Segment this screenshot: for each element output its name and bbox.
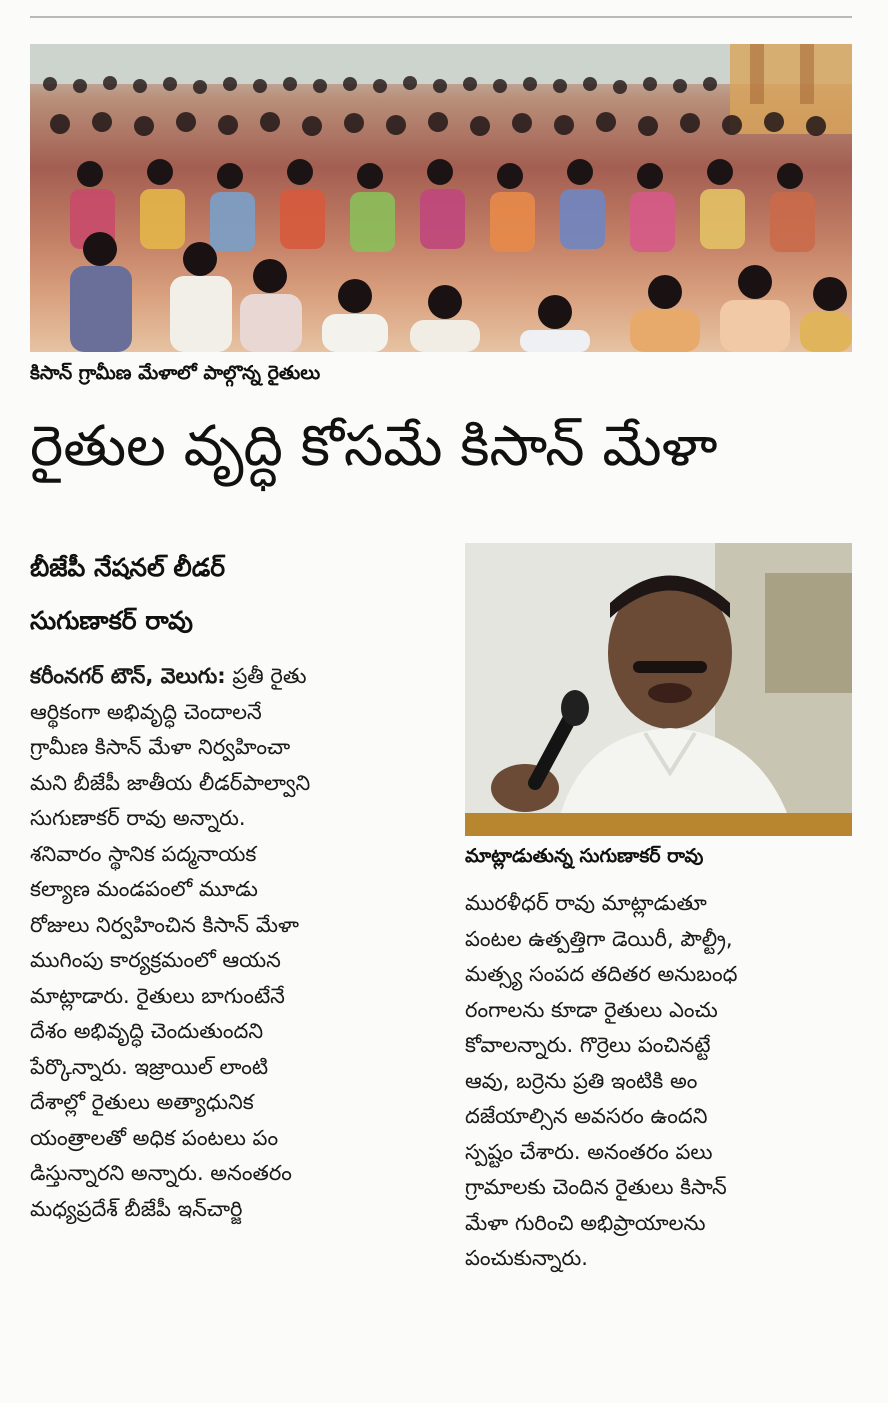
- body-line: మురళీధర్ రావు మాట్లాడుతూ: [465, 891, 707, 915]
- body-line: మేళా గురించి అభిప్రాయాలను: [465, 1210, 706, 1235]
- body-line: పేర్కొన్నారు. ఇజ్రాయిల్ లాంటి: [30, 1054, 269, 1079]
- body-line: ముగింపు కార్యక్రమంలో ఆయన: [30, 948, 281, 972]
- body-line: దేశాల్లో రైతులు అత్యాధునిక: [30, 1090, 254, 1114]
- body-line: రోజులు నిర్వహించిన కిసాన్ మేళా: [30, 912, 299, 937]
- body-line: స్పష్టం చేశారు. అనంతరం పలు: [465, 1139, 713, 1164]
- top-rule: [30, 16, 852, 18]
- body-line: దజేయాల్సిన అవసరం ఉందని: [465, 1104, 708, 1128]
- body-line: డిస్తున్నారని అన్నారు. అనంతరం: [30, 1161, 292, 1185]
- photo-caption: కిసాన్ గ్రామీణ మేళాలో పాల్గొన్న రైతులు: [30, 362, 321, 384]
- crowd-photo: [30, 44, 852, 352]
- body-line: కల్యాణ మండపంలో మూడు: [30, 877, 258, 901]
- article-body-left-column: [30, 659, 418, 1227]
- body-line: ఆర్థికంగా అభివృద్ధి చెందాలనే: [30, 699, 262, 724]
- body-line: మని బీజేపీ జాతీయ లీడర్‌పాల్వాని: [30, 770, 311, 795]
- body-line: రంగాలను కూడా రైతులు ఎంచు: [465, 997, 718, 1022]
- body-line: యంత్రాలతో అధిక పంటలు పం: [30, 1125, 279, 1150]
- body-line: ఆవు, బర్రెను ప్రతి ఇంటికి అం: [465, 1068, 698, 1093]
- body-line: గ్రామీణ కిసాన్ మేళా నిర్వహించా: [30, 735, 291, 759]
- body-line: శనివారం స్థానిక పద్మనాయక: [30, 841, 257, 866]
- subheading-line-1: బీజేపీ నేషనల్ లీడర్: [30, 553, 226, 582]
- body-line: గ్రామాలకు చెందిన రైతులు కిసాన్: [465, 1175, 727, 1199]
- body-line: కోవాలన్నారు. గొర్రెలు పంచినట్టే: [465, 1033, 711, 1057]
- dateline: కరీంనగర్ టౌన్, వెలుగు:: [30, 664, 226, 688]
- body-line: మత్స్య సంపద తదితర అనుబంధ: [465, 962, 738, 986]
- body-line: సుగుణాకర్ రావు అన్నారు.: [30, 806, 246, 830]
- body-line: మధ్యప్రదేశ్ బీజేపీ ఇన్‌చార్జి: [30, 1196, 243, 1221]
- body-line: మాట్లాడారు. రైతులు బాగుంటేనే: [30, 983, 285, 1008]
- body-line: దేశం అభివృద్ధి చెందుతుందని: [30, 1019, 264, 1043]
- article-body-right-column: [465, 886, 852, 1277]
- body-line: కరీంనగర్ టౌన్, వెలుగు: ప్రతీ రైతు: [30, 664, 307, 688]
- speaker-photo: [465, 543, 852, 836]
- body-line: పంచుకున్నారు.: [465, 1246, 588, 1270]
- speaker-photo-caption: మాట్లాడుతున్న సుగుణాకర్ రావు: [465, 845, 704, 867]
- subheading-line-2: సుగుణాకర్ రావు: [30, 606, 193, 635]
- article-headline: రైతుల వృద్ధి కోసమే కిసాన్ మేళా: [30, 414, 718, 479]
- body-line: పంటల ఉత్పత్తిగా డెయిరీ, పౌల్ట్రీ,: [465, 926, 733, 951]
